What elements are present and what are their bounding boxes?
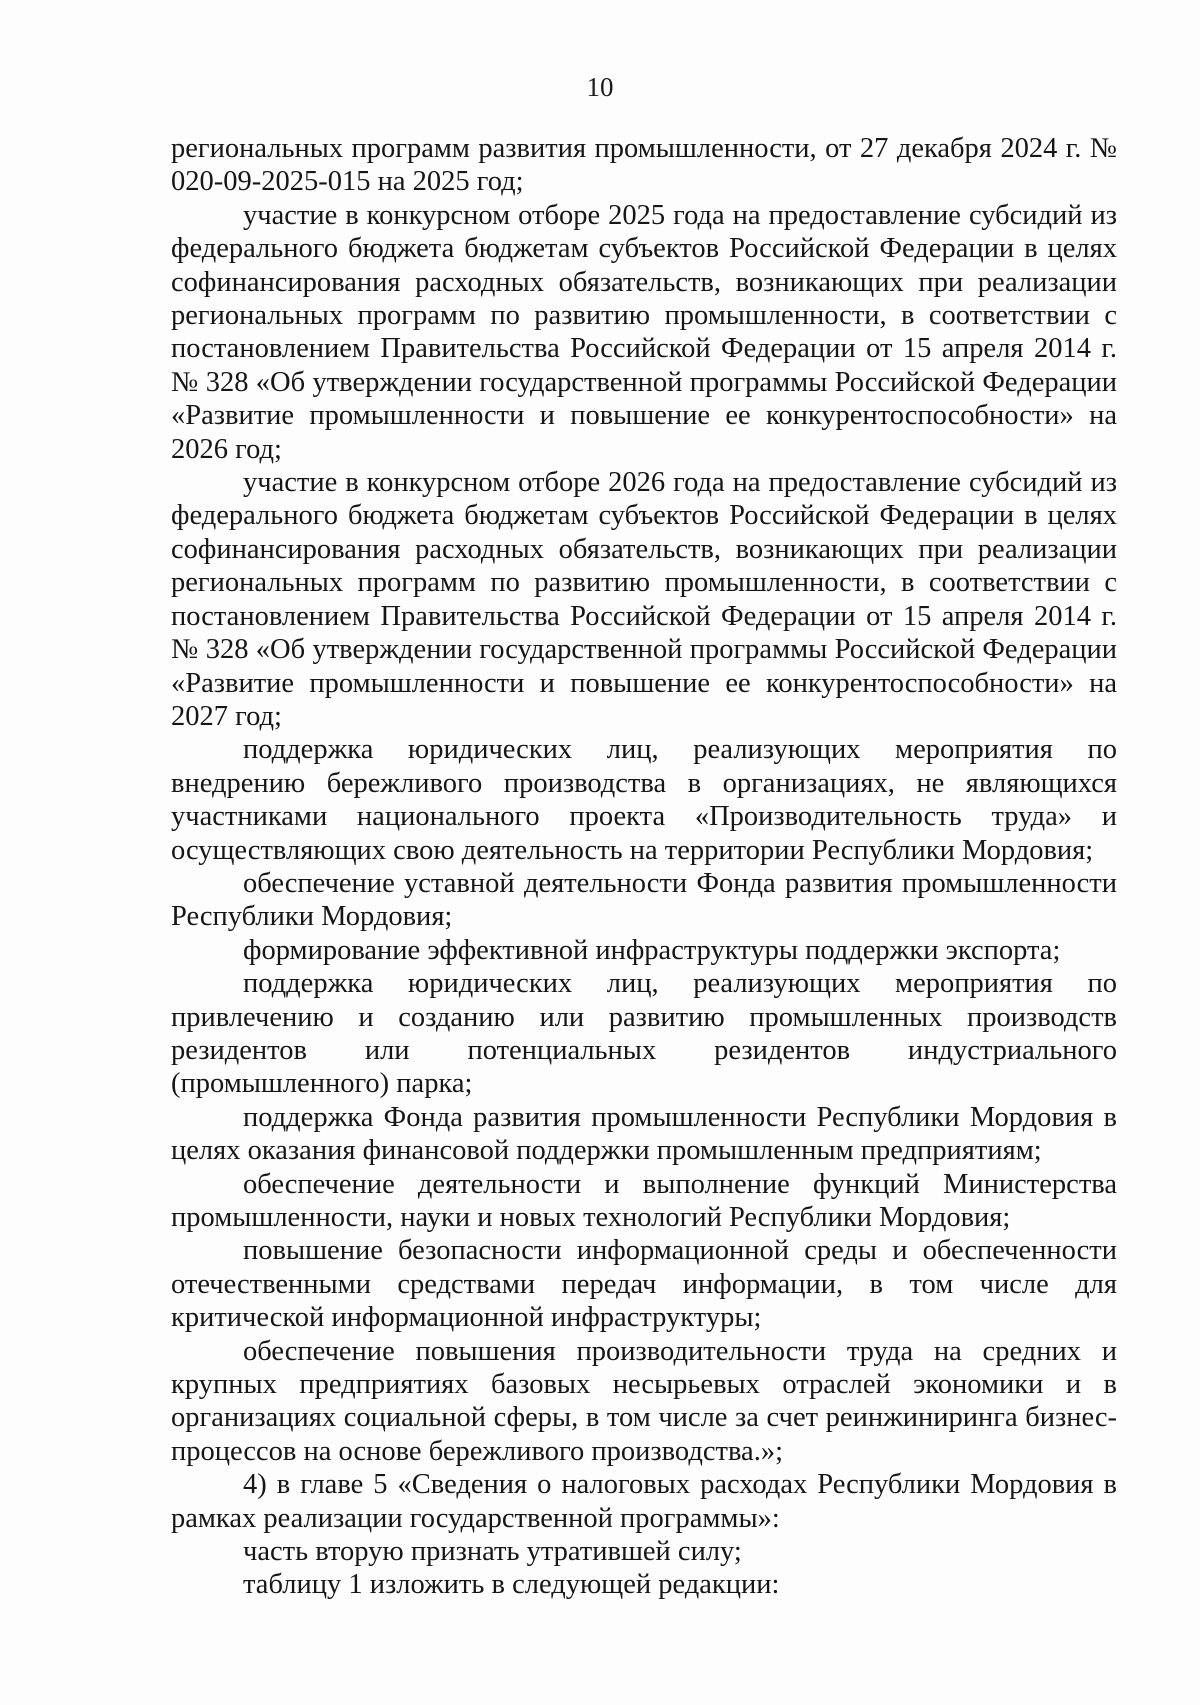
page-number: 10 (586, 72, 614, 102)
paragraph: участие в конкурсном отборе 2026 года на предоставление субсидий из федерального бюджета бюджетам субъектов Российской Федерации в целях софинансирования расходных обязательств, возникающих при реализации региональных программ по развитию промышленности, в соответствии с постановлением Правительства Российской Федерации от 15 апреля 2014 г. № 328 «Об утверждении государственной программы Российской Федерации «Развитие промышленности и повышение ее конкурентоспособности» на 2027 год; (171, 467, 1117, 732)
paragraph: часть вторую признать утратившей силу; (243, 1536, 742, 1568)
paragraph: участие в конкурсном отборе 2025 года на предоставление субсидий из федерального бюджета бюджетам субъектов Российской Федерации в целях софинансирования расходных обязательств, возникающих при реализации региональных программ по развитию промышленности, в соответствии с постановлением Правительства Российской Федерации от 15 апреля 2014 г. № 328 «Об утверждении государственной программы Российской Федерации «Развитие промышленности и повышение ее конкурентоспособности» на 2026 год; (171, 199, 1117, 465)
paragraph: формирование эффективной инфраструктуры поддержки экспорта; (243, 934, 1061, 966)
paragraph: 4) в главе 5 «Сведения о налоговых расходах Республики Мордовия в рамках реализации государственной программы»: (171, 1469, 1117, 1534)
paragraph: таблицу 1 изложить в следующей редакции: (243, 1569, 780, 1601)
paragraph: обеспечение деятельности и выполнение функций Министерства промышленности, науки и новых технологий Республики Мордовия; (171, 1168, 1117, 1233)
paragraph: поддержка юридических лиц, реализующих мероприятия по привлечению и созданию или развитию промышленных производств резидентов или потенциальных резидентов индустриального (промышленного) парка; (171, 968, 1117, 1100)
paragraph: поддержка юридических лиц, реализующих мероприятия по внедрению бережливого производства в организациях, не являющихся участниками национального проекта «Производительность труда» и осуществляющих свою деятельность на территории Республики Мордовия; (171, 734, 1117, 866)
paragraph: обеспечение повышения производительности труда на средних и крупных предприятиях базовых несырьевых отраслей экономики и в организациях социальной сферы, в том числе за счет реинжиниринга бизнес-процессов на основе бережливого производства.»; (171, 1335, 1117, 1467)
paragraph: поддержка Фонда развития промышленности Республики Мордовия в целях оказания финансовой поддержки промышленным предприятиям; (171, 1101, 1117, 1167)
paragraph: обеспечение уставной деятельности Фонда развития промышленности Республики Мордовия; (171, 867, 1117, 933)
paragraph: региональных программ развития промышленности, от 27 декабря 2024 г. № 020-09-2025-015 на 2025 год; (171, 133, 1117, 198)
document-body (171, 132, 1117, 1602)
paragraph: повышение безопасности информационной среды и обеспеченности отечественными средствами передач информации, в том числе для критической информационной инфраструктуры; (171, 1235, 1117, 1334)
